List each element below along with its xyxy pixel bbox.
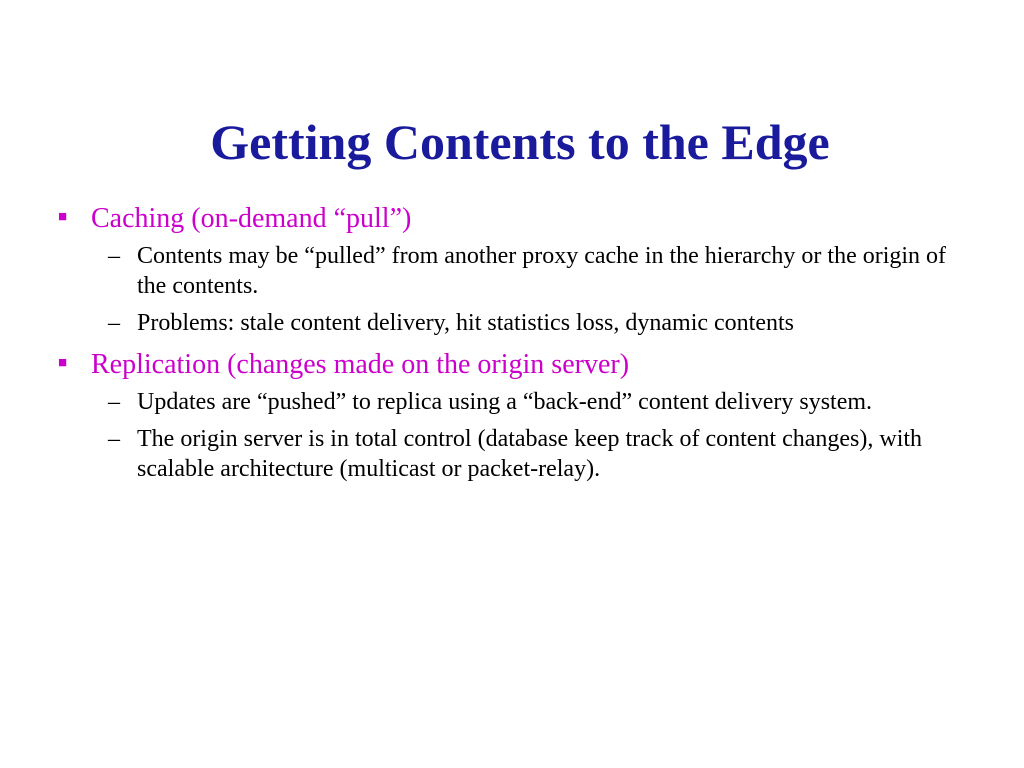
sub-bullet-item [56,308,966,338]
bullet-section-caching [56,200,966,338]
sub-bullet-item [56,387,966,417]
square-bullet-icon: ■ [58,355,68,371]
sub-bullet-text: Problems: stale content delivery, hit statistics loss, dynamic contents [137,310,794,336]
slide-content [56,200,966,492]
bullet-heading-row [56,346,966,384]
dash-marker: – [108,426,120,452]
dash-marker: – [108,389,120,415]
sub-bullet-text: The origin server is in total control (database keep track of content changes), with scalable architecture (multicast or packet-relay). [137,426,923,482]
sub-bullet-item [56,424,966,484]
bullet-heading-text: Replication (changes made on the origin server) [91,349,630,380]
dash-marker: – [108,243,120,269]
sub-bullet-list [56,387,966,484]
dash-marker: – [108,310,120,336]
sub-bullet-list [56,241,966,338]
slide-title: Getting Contents to the Edge [210,114,830,170]
bullet-heading-text: Caching (on-demand “pull”) [91,203,412,234]
sub-bullet-item [56,241,966,301]
bullet-heading-row [56,200,966,238]
bullet-section-replication [56,346,966,484]
square-bullet-icon: ■ [58,209,68,225]
sub-bullet-text: Updates are “pushed” to replica using a “back-end” content delivery system. [137,389,873,415]
sub-bullet-text: Contents may be “pulled” from another proxy cache in the hierarchy or the origin of the contents. [137,243,947,299]
